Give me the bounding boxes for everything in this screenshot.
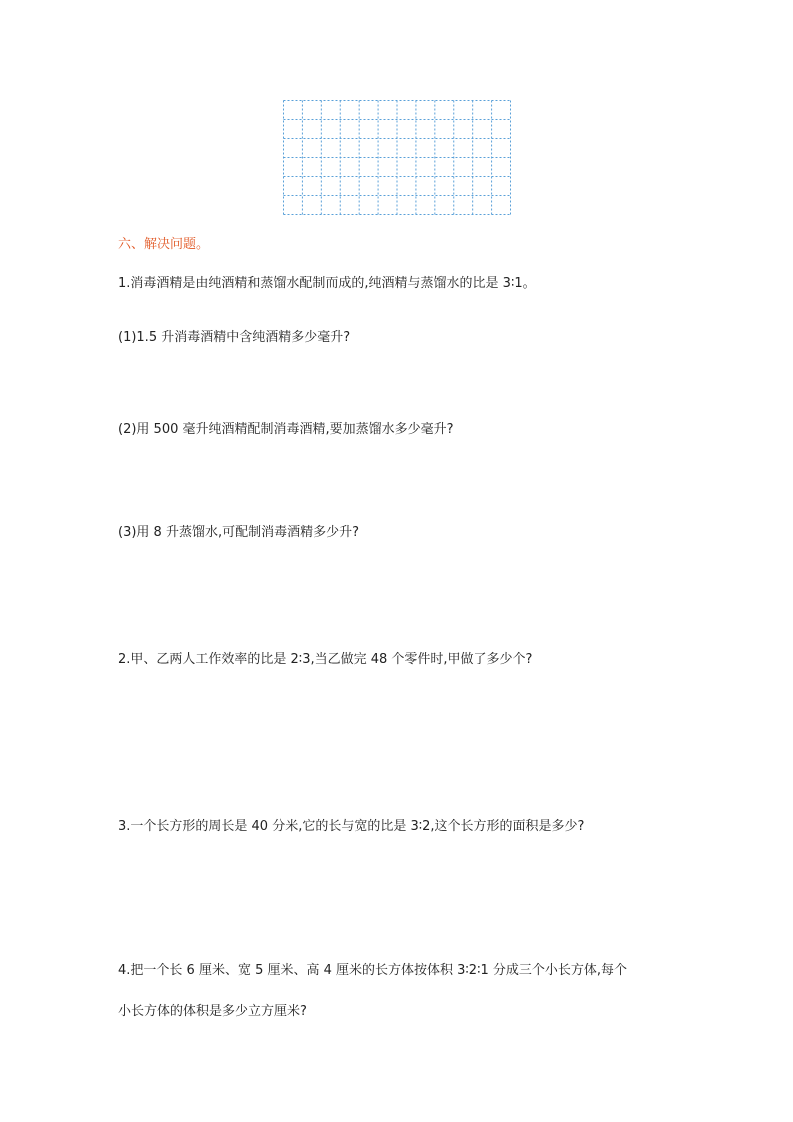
dotted-grid-paper [283,100,511,215]
question-1-part-2: (2)用 500 毫升纯酒精配制消毒酒精,要加蒸馏水多少毫升? [118,422,454,437]
question-1-part-1: (1)1.5 升消毒酒精中含纯酒精多少毫升? [118,330,351,345]
section-title: 六、解决问题。 [118,237,210,252]
question-1-part-3: (3)用 8 升蒸馏水,可配制消毒酒精多少升? [118,525,359,540]
question-3: 3.一个长方形的周长是 40 分米,它的长与宽的比是 3∶2,这个长方形的面积是多少? [118,819,585,834]
question-4-line-2: 小长方体的体积是多少立方厘米? [118,1004,307,1019]
drawing-grid [283,100,511,215]
question-2: 2.甲、乙两人工作效率的比是 2∶3,当乙做完 48 个零件时,甲做了多少个? [118,652,533,667]
question-4-line-1: 4.把一个长 6 厘米、宽 5 厘米、高 4 厘米的长方体按体积 3∶2∶1 分成三个小长方体,每个 [118,963,627,978]
question-1: 1.消毒酒精是由纯酒精和蒸馏水配制而成的,纯酒精与蒸馏水的比是 3∶1。 [118,276,536,291]
